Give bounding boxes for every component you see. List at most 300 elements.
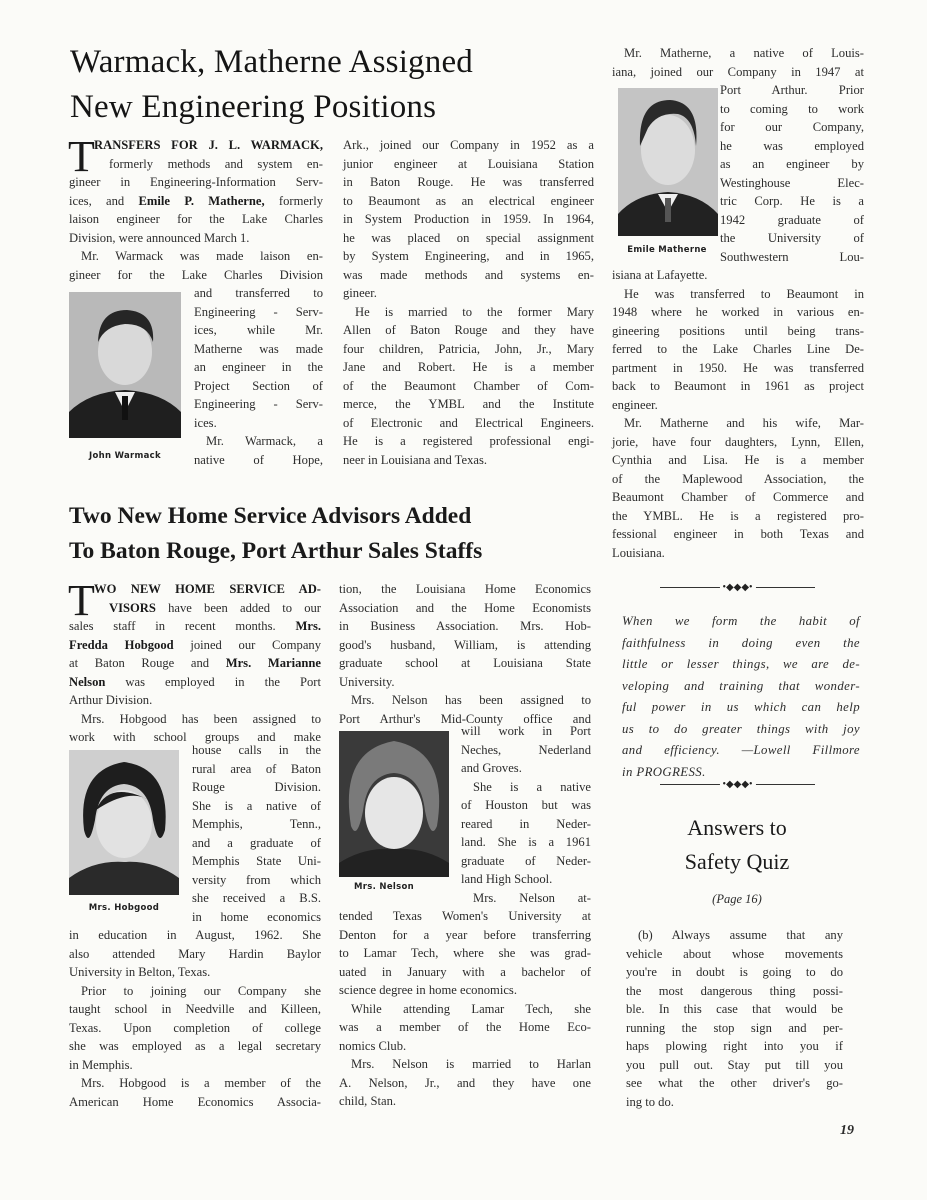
- quiz-title-line1: Answers to: [687, 815, 787, 840]
- text-line: [622, 611, 860, 633]
- text-line: [339, 691, 591, 710]
- text-run: ferred to the Lake Charles Line De-: [612, 342, 864, 356]
- text-line: [461, 889, 591, 908]
- portrait-man-icon: [618, 88, 718, 236]
- text-run: Mrs. Hobgood is a member of the: [81, 1076, 321, 1090]
- text-line: [192, 778, 321, 797]
- text-line: [720, 229, 864, 248]
- text-line: [69, 982, 321, 1001]
- article1-dropcap: T: [68, 132, 95, 181]
- text-run: in Business Association. Mrs. Hob-: [339, 619, 591, 633]
- text-line: [69, 173, 323, 192]
- text-line: [461, 722, 591, 741]
- text-line: [343, 414, 594, 433]
- text-line: [622, 740, 860, 762]
- text-run: Jane and Robert. He is a member: [343, 360, 594, 374]
- text-run: she was employed as a legal secretary: [69, 1039, 321, 1053]
- text-run: at Baton Rouge and: [69, 656, 226, 670]
- text-run: American Home Economics Associa-: [69, 1094, 321, 1109]
- text-line: [339, 963, 591, 982]
- text-run: was a member of the Home Eco-: [339, 1020, 591, 1034]
- text-line: [194, 451, 323, 470]
- bold-text: RANSFERS FOR J. L. WARMACK,: [94, 138, 323, 152]
- article2-text-block-j: [339, 580, 591, 728]
- text-run: Neches, Nederland: [461, 742, 591, 757]
- text-line: [69, 691, 321, 710]
- text-run: versity from which: [192, 872, 321, 887]
- text-run: native of Hope,: [194, 452, 323, 467]
- article2-text-block-k: [461, 722, 591, 907]
- text-run: Port Arthur's Mid-County office and: [339, 711, 591, 726]
- text-line: [192, 797, 321, 816]
- text-line: [612, 285, 864, 304]
- text-line: [720, 248, 864, 267]
- photo-mrs-nelson: [339, 731, 449, 877]
- text-line: [622, 697, 860, 719]
- text-run: junior engineer at Louisiana Station: [343, 156, 594, 171]
- ornament-divider-top: [660, 582, 815, 594]
- text-line: [194, 377, 323, 396]
- page-number: 19: [840, 1123, 854, 1138]
- article1-text-block-d: [612, 44, 864, 81]
- text-run: faithfulness in doing even the: [622, 635, 860, 650]
- text-run: and Groves.: [461, 761, 522, 775]
- text-line: [612, 63, 864, 82]
- text-line: [612, 433, 864, 452]
- text-run: ble. In this case that would be: [626, 1002, 843, 1016]
- paragraph: [612, 285, 864, 415]
- text-line: [612, 525, 864, 544]
- text-line: [339, 673, 591, 692]
- text-run: joined our Company: [173, 637, 322, 652]
- article2-dropcap: T: [68, 576, 95, 625]
- text-line: [612, 340, 864, 359]
- paragraph: [612, 266, 864, 285]
- text-run: and transferred to: [194, 286, 323, 300]
- text-run: in System Production in 1959. In 1964,: [343, 212, 594, 226]
- text-line: [720, 211, 864, 230]
- text-run: ices, and: [69, 193, 139, 208]
- text-line: [626, 1000, 843, 1019]
- text-line: [343, 192, 594, 211]
- ornament-icon: •◆◆◆•: [719, 582, 755, 594]
- text-line: [194, 395, 323, 414]
- text-run: Mr. Matherne, a native of Louis-: [624, 46, 864, 60]
- caption-mrs-hobgood: Mrs. Hobgood: [88, 903, 160, 913]
- text-run: formerly methods and system en-: [109, 156, 323, 171]
- photo-emile-matherne: [618, 88, 718, 236]
- text-run: She is a native of: [192, 798, 321, 813]
- text-line: [69, 1000, 321, 1019]
- article1-text-block-b: [194, 284, 323, 469]
- text-run: in Memphis.: [69, 1057, 133, 1072]
- text-line: [69, 1093, 321, 1112]
- text-line: [461, 778, 591, 797]
- text-line: [69, 1019, 321, 1038]
- text-run: good's husband, William, is attending: [339, 637, 591, 652]
- article1-text-block-f: [612, 266, 864, 562]
- text-line: [69, 1074, 321, 1093]
- text-run: you're in doubt is going to do: [626, 965, 843, 979]
- text-run: graduate of Neder-: [461, 853, 591, 868]
- text-line: [339, 580, 591, 599]
- paragraph: [339, 907, 591, 1000]
- text-run: also attended Mary Hardin Baylor: [69, 946, 321, 961]
- text-run: of Houston but was: [461, 798, 591, 812]
- paragraph: [343, 136, 594, 303]
- text-line: [194, 321, 323, 340]
- paragraph: [69, 926, 321, 982]
- text-line: [612, 451, 864, 470]
- text-line: [720, 81, 864, 100]
- text-run: he was employed: [720, 138, 864, 153]
- text-run: Memphis State Uni-: [192, 854, 321, 868]
- caption-john-warmack: John Warmack: [89, 451, 161, 461]
- text-line: [622, 719, 860, 741]
- text-line: [69, 1056, 321, 1075]
- text-run: and efficiency. —Lowell Fillmore: [622, 743, 860, 757]
- text-run: He is married to the former Mary: [355, 304, 594, 319]
- text-line: [194, 284, 323, 303]
- text-line: [339, 1055, 591, 1074]
- photo-john-warmack: [69, 292, 181, 438]
- text-run: University in Belton, Texas.: [69, 965, 211, 979]
- text-run: Texas. Upon completion of college: [69, 1020, 321, 1035]
- text-run: an engineer in the: [194, 360, 323, 374]
- text-run: tended Texas Women's University at: [339, 909, 591, 923]
- text-run: land. She is a 1961: [461, 835, 591, 849]
- text-run: of Electronic and Electrical Engineers.: [343, 415, 594, 430]
- text-line: [339, 926, 591, 945]
- text-line: [720, 100, 864, 119]
- text-run: fessional engineer in both Texas and: [612, 527, 864, 541]
- article1-headline-line1: Warmack, Matherne Assigned: [70, 44, 474, 80]
- paragraph: [612, 44, 864, 81]
- text-run: four children, Patricia, John, Jr., Mary: [343, 341, 594, 356]
- text-run: in PROGRESS.: [622, 764, 706, 779]
- portrait-man-icon: [69, 292, 181, 438]
- text-line: [343, 266, 594, 285]
- paragraph: [194, 284, 323, 432]
- text-run: Mrs. Nelson is married to Harlan: [351, 1057, 591, 1071]
- text-run: taught school in Needville and Killeen,: [69, 1002, 321, 1016]
- text-run: Arthur Division.: [69, 693, 153, 707]
- paragraph: [339, 1000, 591, 1056]
- text-line: [343, 284, 594, 303]
- text-line: [612, 544, 864, 563]
- text-run: uated in January with a bachelor of: [339, 964, 591, 979]
- text-line: [626, 1093, 843, 1112]
- text-run: of the Beaumont Chamber of Com-: [343, 378, 594, 393]
- text-run: have been added to our: [155, 600, 321, 615]
- text-line: [626, 1074, 843, 1093]
- text-line: [339, 617, 591, 636]
- text-run: running the stop sign and per-: [626, 1020, 843, 1035]
- text-line: [461, 796, 591, 815]
- text-line: [69, 945, 321, 964]
- text-line: [612, 488, 864, 507]
- text-line: [192, 908, 321, 927]
- text-line: [343, 451, 594, 470]
- text-run: Engineering - Serv-: [194, 304, 323, 319]
- text-run: Mrs. Nelson has been assigned to: [351, 693, 591, 707]
- text-run: Ark., joined our Company in 1952 as a: [343, 138, 594, 152]
- text-line: [461, 833, 591, 852]
- text-run: the most dangerous thing possi-: [626, 983, 843, 998]
- text-run: to coming to work: [720, 101, 864, 116]
- text-line: [612, 303, 864, 322]
- text-line: [343, 377, 594, 396]
- text-line: [69, 192, 323, 211]
- text-run: was employed in the Port: [105, 674, 321, 689]
- text-run: engineer.: [612, 397, 658, 412]
- text-run: Memphis, Tenn.,: [192, 817, 321, 831]
- text-line: [622, 654, 860, 676]
- text-line: [69, 963, 321, 982]
- text-line: [69, 636, 321, 655]
- text-run: (b) Always assume that any: [638, 928, 843, 942]
- paragraph: [461, 889, 591, 908]
- paragraph: [612, 414, 864, 562]
- text-line: [339, 1037, 591, 1056]
- text-run: Rouge Division.: [192, 780, 321, 794]
- text-line: [339, 1074, 591, 1093]
- text-line: [69, 580, 321, 599]
- paragraph: [720, 81, 864, 266]
- text-line: [720, 118, 864, 137]
- text-run: gineer in Engineering-Information Serv-: [69, 175, 323, 189]
- text-run: When we form the habit of: [622, 614, 860, 628]
- ornament-divider-bottom: [660, 779, 815, 791]
- text-run: as an engineer by: [720, 157, 864, 171]
- article2-text-block-i: [69, 926, 321, 1111]
- caption-mrs-nelson: Mrs. Nelson: [354, 882, 414, 892]
- quiz-page-reference: (Page 16): [712, 892, 762, 906]
- text-line: [626, 982, 843, 1001]
- text-run: merce, the YMBL and the Institute: [343, 397, 594, 411]
- text-line: [339, 636, 591, 655]
- text-run: Prior to joining our Company she: [81, 983, 321, 998]
- text-line: [612, 396, 864, 415]
- text-run: will work in Port: [461, 724, 591, 738]
- quiz-title-line2: Safety Quiz: [684, 849, 790, 874]
- text-run: the University of: [720, 231, 864, 245]
- bold-text: Fredda Hobgood: [69, 637, 174, 652]
- text-run: Mr. Warmack was made laison en-: [81, 249, 323, 263]
- text-line: [69, 247, 323, 266]
- text-line: [339, 1000, 591, 1019]
- text-run: Westinghouse Elec-: [720, 175, 864, 190]
- bold-text: Nelson: [69, 674, 106, 689]
- portrait-woman-icon: [339, 731, 449, 877]
- text-run: see what the other driver's go-: [626, 1076, 843, 1090]
- text-run: child, Stan.: [339, 1094, 397, 1108]
- text-line: [612, 414, 864, 433]
- text-run: vehicle about whose movements: [626, 946, 843, 961]
- text-run: neer in Louisiana and Texas.: [343, 452, 488, 467]
- ornament-icon: •◆◆◆•: [719, 779, 755, 791]
- text-run: ing to do.: [626, 1094, 674, 1109]
- text-run: us to do greater things with joy: [622, 721, 860, 736]
- text-line: [69, 136, 323, 155]
- text-run: ful power in us which can help: [622, 700, 860, 714]
- text-line: [339, 654, 591, 673]
- text-line: [612, 507, 864, 526]
- text-run: isiana at Lafayette.: [612, 268, 708, 282]
- text-run: Allen of Baton Rouge and they have: [343, 323, 594, 337]
- text-line: [69, 710, 321, 729]
- text-line: [343, 136, 594, 155]
- text-line: [612, 359, 864, 378]
- text-line: [343, 173, 594, 192]
- text-line: [192, 871, 321, 890]
- bold-text: Mrs.: [295, 619, 321, 633]
- text-line: [69, 210, 323, 229]
- text-run: 1948 where he worked in various en-: [612, 305, 864, 319]
- text-run: gineer.: [343, 286, 377, 300]
- text-line: [192, 741, 321, 760]
- text-line: [194, 303, 323, 322]
- text-line: [343, 358, 594, 377]
- text-run: Louisiana.: [612, 545, 665, 560]
- paragraph: [339, 580, 591, 691]
- text-run: she received a B.S.: [192, 891, 321, 905]
- text-run: 1942 graduate of: [720, 212, 864, 227]
- article1-headline-line2: New Engineering Positions: [70, 89, 437, 125]
- text-line: [461, 870, 591, 889]
- text-run: While attending Lamar Tech, she: [351, 1001, 591, 1016]
- text-run: formerly: [264, 193, 323, 208]
- text-line: [343, 340, 594, 359]
- text-run: ices, while Mr.: [194, 323, 323, 337]
- text-line: [192, 760, 321, 779]
- text-line: [343, 210, 594, 229]
- text-line: [69, 617, 321, 636]
- text-line: [194, 340, 323, 359]
- article2-text-block-g: [68, 576, 322, 747]
- text-run: Beaumont Chamber of Commerce and: [612, 490, 864, 504]
- text-run: house calls in the: [192, 743, 321, 757]
- text-run: University.: [339, 674, 395, 689]
- text-run: He is a registered professional engi-: [343, 434, 594, 448]
- text-line: [626, 1019, 843, 1038]
- article1-text-block-a: [68, 132, 323, 284]
- text-line: [69, 229, 323, 248]
- text-run: land High School.: [461, 872, 553, 886]
- text-run: jorie, have four daughters, Lynn, Ellen,: [612, 434, 864, 449]
- article1-text-block-c: [343, 136, 594, 469]
- text-run: He was transferred to Beaumont in: [624, 286, 864, 301]
- photo-mrs-hobgood: [69, 750, 179, 895]
- text-line: [622, 633, 860, 655]
- text-line: [720, 155, 864, 174]
- text-run: Port Arthur. Prior: [720, 83, 864, 97]
- text-line: [626, 945, 843, 964]
- text-run: Southwestern Lou-: [720, 249, 864, 264]
- paragraph: [68, 132, 323, 247]
- text-run: ices.: [194, 415, 217, 430]
- article2-headline-line1: Two New Home Service Advisors Added: [69, 503, 472, 529]
- text-run: Mrs. Nelson at-: [473, 890, 591, 905]
- text-line: [69, 266, 323, 285]
- text-run: reared in Neder-: [461, 816, 591, 831]
- text-line: [626, 963, 843, 982]
- text-run: A. Nelson, Jr., and they have one: [339, 1075, 591, 1090]
- text-line: [69, 926, 321, 945]
- text-line: [339, 944, 591, 963]
- text-run: and a graduate of: [192, 835, 321, 850]
- text-line: [69, 1037, 321, 1056]
- bold-text: VISORS: [109, 600, 156, 615]
- text-run: in Baton Rouge. He was transferred: [343, 175, 594, 189]
- text-line: [343, 395, 594, 414]
- paragraph: [69, 247, 323, 284]
- text-line: [339, 907, 591, 926]
- article2-headline-line2: To Baton Rouge, Port Arthur Sales Staffs: [69, 538, 483, 564]
- text-run: by System Engineering, and in 1965,: [343, 249, 594, 263]
- text-run: Denton for a year before transferring: [339, 927, 591, 942]
- text-line: [343, 247, 594, 266]
- bold-text: Mrs. Marianne: [225, 656, 321, 670]
- text-line: [339, 1092, 591, 1111]
- caption-emile-matherne: Emile Matherne: [627, 245, 707, 255]
- text-run: little or lesser things, we are de-: [622, 657, 860, 671]
- text-line: [461, 815, 591, 834]
- text-run: work with school groups and make: [69, 730, 321, 744]
- text-line: [343, 303, 594, 322]
- text-run: Cynthia and Lisa. He is a member: [612, 453, 864, 467]
- text-line: [194, 414, 323, 433]
- text-line: [612, 377, 864, 396]
- paragraph: [339, 1055, 591, 1111]
- text-line: [192, 889, 321, 908]
- text-run: tion, the Louisiana Home Economics: [339, 582, 591, 596]
- text-run: laison engineer for the Lake Charles: [69, 212, 323, 226]
- text-line: [720, 137, 864, 156]
- text-line: [612, 470, 864, 489]
- text-run: sales staff in recent months.: [69, 619, 296, 633]
- text-line: [343, 155, 594, 174]
- text-run: to Beaumont as an electrical engineer: [343, 193, 594, 208]
- paragraph: [69, 982, 321, 1075]
- text-run: gineer for the Lake Charles Division: [69, 267, 323, 282]
- text-run: graduate school at Louisiana State: [339, 656, 591, 670]
- text-run: Association and the Home Economists: [339, 600, 591, 615]
- paragraph: [68, 576, 322, 710]
- text-line: [343, 321, 594, 340]
- text-run: nomics Club.: [339, 1038, 407, 1053]
- text-line: [720, 192, 864, 211]
- text-run: science degree in home economics.: [339, 983, 517, 997]
- text-line: [612, 322, 864, 341]
- text-line: [339, 1018, 591, 1037]
- text-run: Matherne was made: [194, 341, 323, 356]
- text-line: [461, 741, 591, 760]
- article2-text-block-h: [192, 741, 321, 926]
- text-line: [612, 266, 864, 285]
- text-run: haps plowing right into you if: [626, 1039, 843, 1053]
- text-run: rural area of Baton: [192, 761, 321, 776]
- article2-text-block-l: [339, 907, 591, 1111]
- text-run: was made methods and systems en-: [343, 267, 594, 282]
- text-run: Engineering - Serv-: [194, 397, 323, 411]
- text-line: [194, 358, 323, 377]
- paragraph: [461, 722, 591, 778]
- text-run: gineering positions until being trans-: [612, 323, 864, 338]
- text-line: [339, 599, 591, 618]
- text-line: [622, 676, 860, 698]
- paragraph: [343, 303, 594, 470]
